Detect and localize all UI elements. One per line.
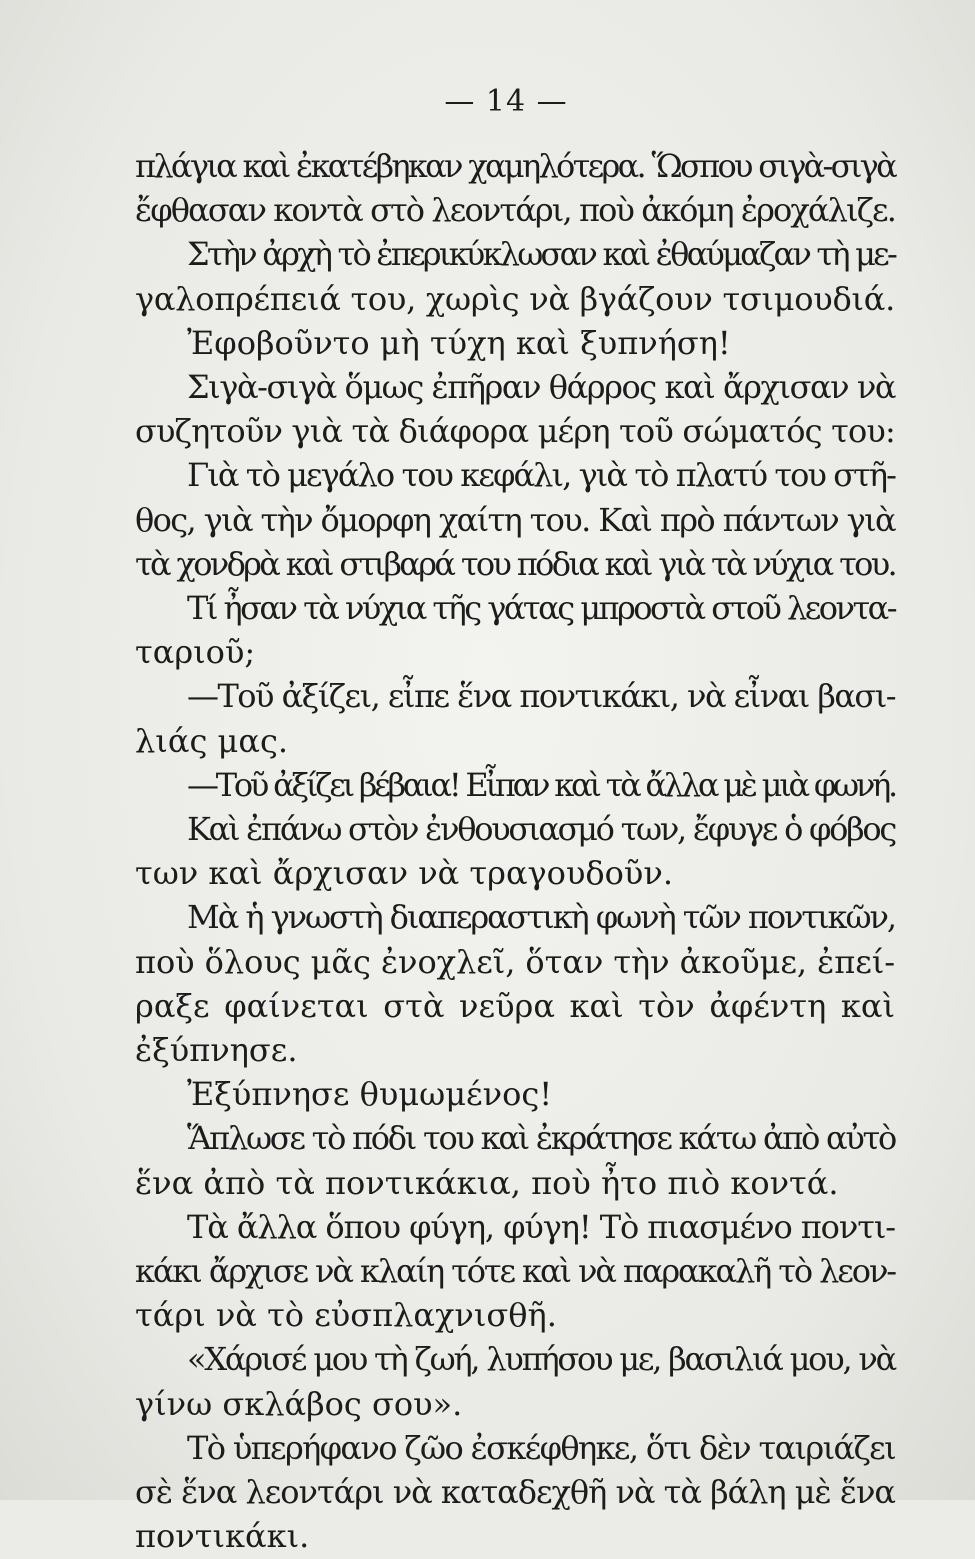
text-line: Γιὰ τὸ μεγάλο του κεφάλι, γιὰ τὸ πλατύ του στῆ- <box>187 456 896 495</box>
text-line: Στὴν ἀρχὴ τὸ ἐπερικύκλωσαν καὶ ἐθαύμαζαν τὴ με- <box>187 235 896 274</box>
text-line: ποὺ ὅλους μᾶς ἐνοχλεῖ, ὅταν τὴν ἀκοῦμε, ἐπεί- <box>135 942 896 981</box>
text-line: ἐξύπνησε. <box>135 1031 298 1070</box>
text-line: Καὶ ἐπάνω στὸν ἐνθουσιασμό των, ἔφυγε ὁ φόβος <box>187 810 896 849</box>
body-text <box>135 144 895 1559</box>
text-line: ποντικάκι. <box>135 1517 310 1556</box>
text-line: Ἐξύπνησε θυμωμένος! <box>187 1075 553 1114</box>
text-line: —Τοῦ ἀξίζει, εἶπε ἕνα ποντικάκι, νὰ εἶναι βασι- <box>187 677 896 716</box>
text-line: πλάγια καὶ ἐκατέβηκαν χαμηλότερα. Ὥσπου σιγὰ-σιγὰ <box>135 147 896 185</box>
text-line: γίνω σκλάβος σου». <box>135 1384 463 1423</box>
text-line: ἔφθασαν κοντὰ στὸ λεοντάρι, ποὺ ἀκόμη ἐροχάλιζε. <box>135 191 896 230</box>
text-line: Τί ἦσαν τὰ νύχια τῆς γάτας μπροστὰ στοῦ λεοντα- <box>187 589 896 628</box>
text-line: Ἐφοβοῦντο μὴ τύχη καὶ ξυπνήση! <box>187 323 731 362</box>
text-line: των καὶ ἄρχισαν νὰ τραγουδοῦν. <box>135 854 673 893</box>
text-line: ἕνα ἀπὸ τὰ ποντικάκια, ποὺ ἦτο πιὸ κοντά. <box>135 1163 839 1202</box>
text-line: τάρι νὰ τὸ εὐσπλαχνισθῆ. <box>135 1296 557 1335</box>
text-line: Σιγὰ-σιγὰ ὅμως ἐπῆραν θάρρος καὶ ἄρχισαν νὰ <box>187 368 896 407</box>
text-line: Ἅπλωσε τὸ πόδι του καὶ ἐκράτησε κάτω ἀπὸ αὐτὸ <box>187 1119 896 1158</box>
text-line: «Χάρισέ μου τὴ ζωή, λυπήσου με, βασιλιά μου, νὰ <box>187 1340 896 1379</box>
text-line: —Τοῦ ἀξίζει βέβαια! Εἶπαν καὶ τὰ ἄλλα μὲ μιὰ φωνή. <box>187 765 896 804</box>
text-line: Μὰ ἡ γνωστὴ διαπεραστικὴ φωνὴ τῶν ποντικῶν, <box>187 898 896 937</box>
text-line: Τὰ ἄλλα ὅπου φύγη, φύγη! Τὸ πιασμένο ποντι- <box>187 1207 896 1246</box>
text-line: κάκι ἄρχισε νὰ κλαίη τότε καὶ νὰ παρακαλῆ τὸ λεον- <box>135 1252 896 1291</box>
page-number: — 14 — <box>444 84 568 119</box>
text-line: ραξε φαίνεται στὰ νεῦρα καὶ τὸν ἀφέντη καὶ <box>135 986 895 1025</box>
text-line: γαλοπρέπειά του, χωρὶς νὰ βγάζουν τσιμουδιά. <box>135 279 896 318</box>
text-line: συζητοῦν γιὰ τὰ διάφορα μέρη τοῦ σώματός του: <box>135 412 896 451</box>
text-line: λιάς μας. <box>135 721 289 760</box>
text-line: θος, γιὰ τὴν ὄμορφη χαίτη του. Καὶ πρὸ πάντων γιὰ <box>135 500 896 539</box>
text-line: Τὸ ὑπερήφανο ζῶο ἐσκέφθηκε, ὅτι δὲν ταιριάζει <box>187 1428 896 1467</box>
text-line: τὰ χονδρὰ καὶ στιβαρά του πόδια καὶ γιὰ τὰ νύχια του. <box>135 544 896 583</box>
text-line: ταριοῦ; <box>135 633 256 672</box>
text-line: σὲ ἕνα λεοντάρι νὰ καταδεχθῆ νὰ τὰ βάλη μὲ ἕνα <box>135 1473 896 1512</box>
